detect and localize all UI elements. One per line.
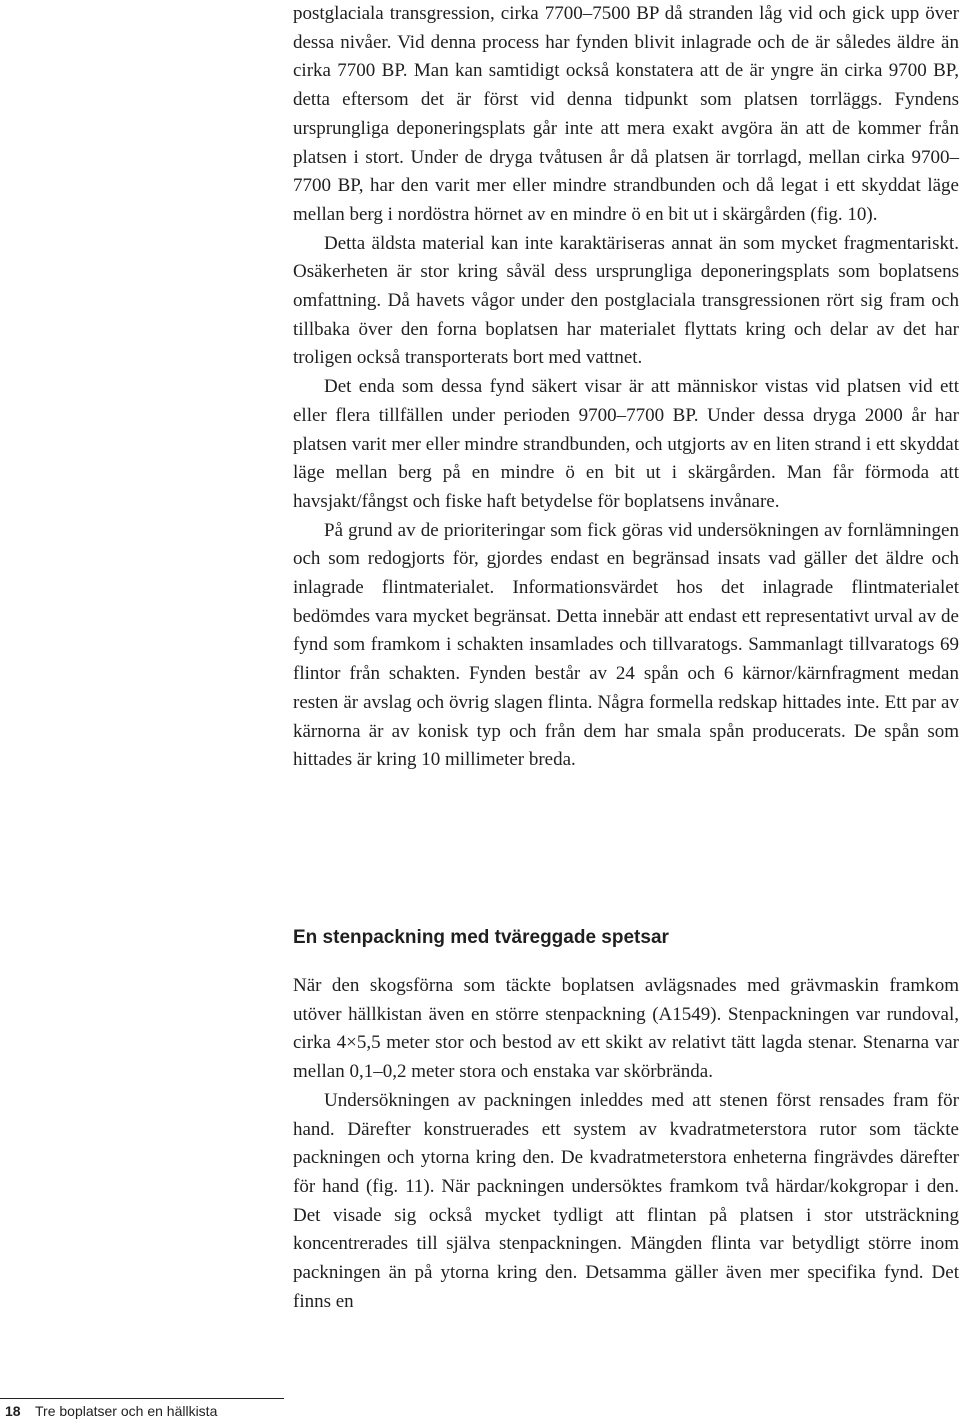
paragraph: På grund av de prioriteringar som fick göras vid undersökningen av fornlämningen och som redogjorts för, gjordes endast en begränsad insats vad gäller det äldre och inlagrade flintmaterialet. Informationsvärdet hos det inlagrade flintmaterialet bedömdes vara mycket begränsat. Detta innebär att endast ett representativt urval av de fynd som framkom i schakten insamlades och tillvaratogs. Sammanlagt tillvaratogs 69 flintor från schakten. Fynden består av 24 spån och 6 kärnor/kärnfragment medan resten är avslag och övrig slagen flinta. Några formella redskap hittades inte. Ett par av kärnorna är av konisk typ och från dem har smala spån producerats. De spån som hittades är kring 10 millimeter breda. (293, 519, 959, 771)
body-text (293, 0, 959, 775)
page-number: 18 (5, 1403, 21, 1419)
footer-rule (0, 1398, 284, 1399)
running-title: Tre boplatser och en hällkista (35, 1403, 218, 1419)
paragraph: Undersökningen av packningen inleddes med att stenen först rensades fram för hand. Därefter konstruerades ett system av kvadratmeterstora rutor som täckte packningen och ytorna kring den. De kvadratmeterstora enheterna fingrävdes därefter för hand (fig. 11). När packningen undersöktes framkom två härdar/kokgropar i den. Det visade sig också mycket tydligt att flintan på platsen i stor utsträckning koncentrerades till själva stenpackningen. Mängden flinta var betydligt större inom packningen än på ytorna kring den. Detsamma gäller även mer specifika fynd. Det finns en (293, 1089, 959, 1312)
page-footer (0, 1398, 300, 1422)
paragraph: Det enda som dessa fynd säkert visar är att människor vistas vid platsen vid ett eller flera tillfällen under perioden 9700–7700 BP. Under dessa dryga 2000 år har platsen varit mer eller mindre strandbunden, och utgjorts av en liten strand i ett skyddat läge mellan berg på en mindre ö en bit ut i skärgården. Man får förmoda att havsjakt/fångst och fiske haft betydelse för boplatsens invånare. (293, 376, 959, 512)
paragraph: Detta äldsta material kan inte karaktäriseras annat än som mycket fragmentariskt. Osäkerheten är stor kring såväl dess ursprungliga deponeringsplats som boplatsens omfattning. Då havets vågor under den postglaciala transgressionen rört sig fram och tillbaka över den forna boplatsen har materialet flyttats kring och delar av det har troligen också transporterats bort med vattnet. (293, 232, 959, 369)
section-stenpackning (293, 925, 959, 1316)
paragraph: postglaciala transgression, cirka 7700–7500 BP då stranden låg vid och gick upp över dessa nivåer. Vid denna process har fynden blivit inlagrade och de är således äldre än cirka 7700 BP. Man kan samtidigt också konstatera att de är yngre än cirka 9700 BP, detta eftersom det är först vid denna tidpunkt som platsen torrläggs. Fyndens ursprungliga deponeringsplats går inte att mera exakt avgöra än att de kommer från platsen i stort. Under de dryga tvåtusen år då platsen är torrlagd, mellan cirka 9700–7700 BP, har den varit mer eller mindre strandbunden och då legat i ett skyddat läge mellan berg i nordöstra hörnet av en mindre ö en bit ut i skärgården (fig. 10). (293, 3, 959, 225)
section-heading: En stenpackning med tväreggade spetsar (293, 927, 669, 948)
paragraph: När den skogsförna som täckte boplatsen avlägsnades med grävmaskin framkom utöver hällkistan även en större stenpackning (A1549). Stenpackningen var rundoval, cirka 4×5,5 meter stor och bestod av ett skikt av relativt tätt lagda stenar. Stenarna var mellan 0,1–0,2 meter stora och enstaka var skörbrända. (293, 975, 959, 1083)
